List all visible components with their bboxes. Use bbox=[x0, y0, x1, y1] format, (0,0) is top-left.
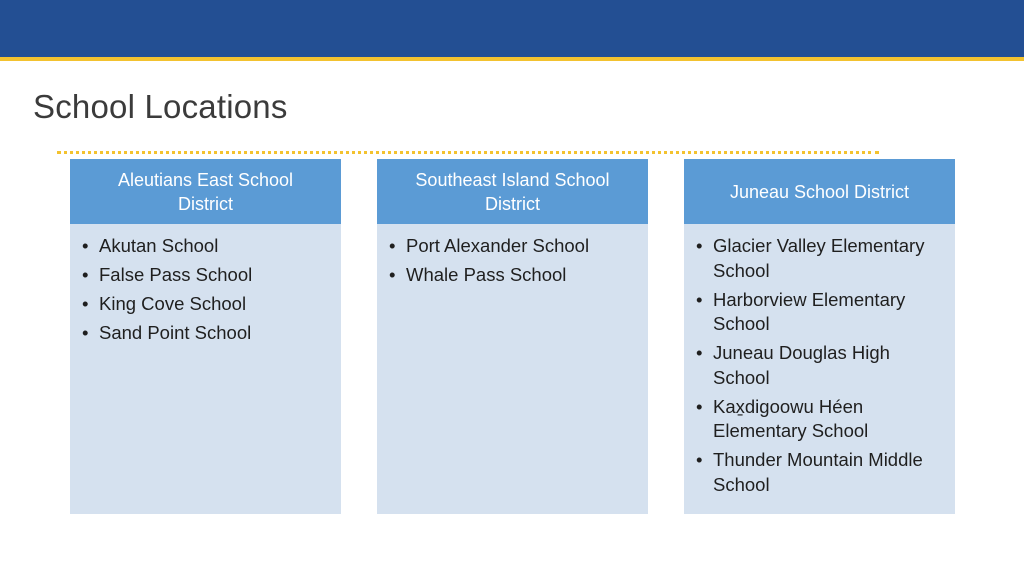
school-list bbox=[70, 224, 341, 346]
school-item: • Thunder Mountain Middle School bbox=[696, 448, 943, 497]
school-item: • Glacier Valley Elementary School bbox=[696, 234, 943, 283]
school-list bbox=[684, 224, 955, 497]
district-header: Aleutians East School District bbox=[70, 159, 341, 224]
school-item: • Port Alexander School bbox=[389, 234, 636, 259]
school-item: • Juneau Douglas High School bbox=[696, 341, 943, 390]
district-columns bbox=[70, 159, 955, 514]
header-accent-stripe bbox=[0, 57, 1024, 61]
page-title: School Locations bbox=[33, 88, 288, 125]
school-item: • Whale Pass School bbox=[389, 263, 636, 288]
title-divider bbox=[57, 151, 879, 154]
school-item: • King Cove School bbox=[82, 292, 329, 317]
school-item: • Harborview Elementary School bbox=[696, 288, 943, 337]
school-item: • Akutan School bbox=[82, 234, 329, 259]
district-column-aleutians-east bbox=[70, 159, 341, 514]
district-header: Southeast Island School District bbox=[377, 159, 648, 224]
header-banner bbox=[0, 0, 1024, 57]
district-header: Juneau School District bbox=[684, 159, 955, 224]
district-column-juneau bbox=[684, 159, 955, 514]
school-item: • Kax̱digoowu Héen Elementary School bbox=[696, 395, 943, 444]
school-list bbox=[377, 224, 648, 288]
school-item: • False Pass School bbox=[82, 263, 329, 288]
district-column-southeast-island bbox=[377, 159, 648, 514]
school-item: • Sand Point School bbox=[82, 321, 329, 346]
